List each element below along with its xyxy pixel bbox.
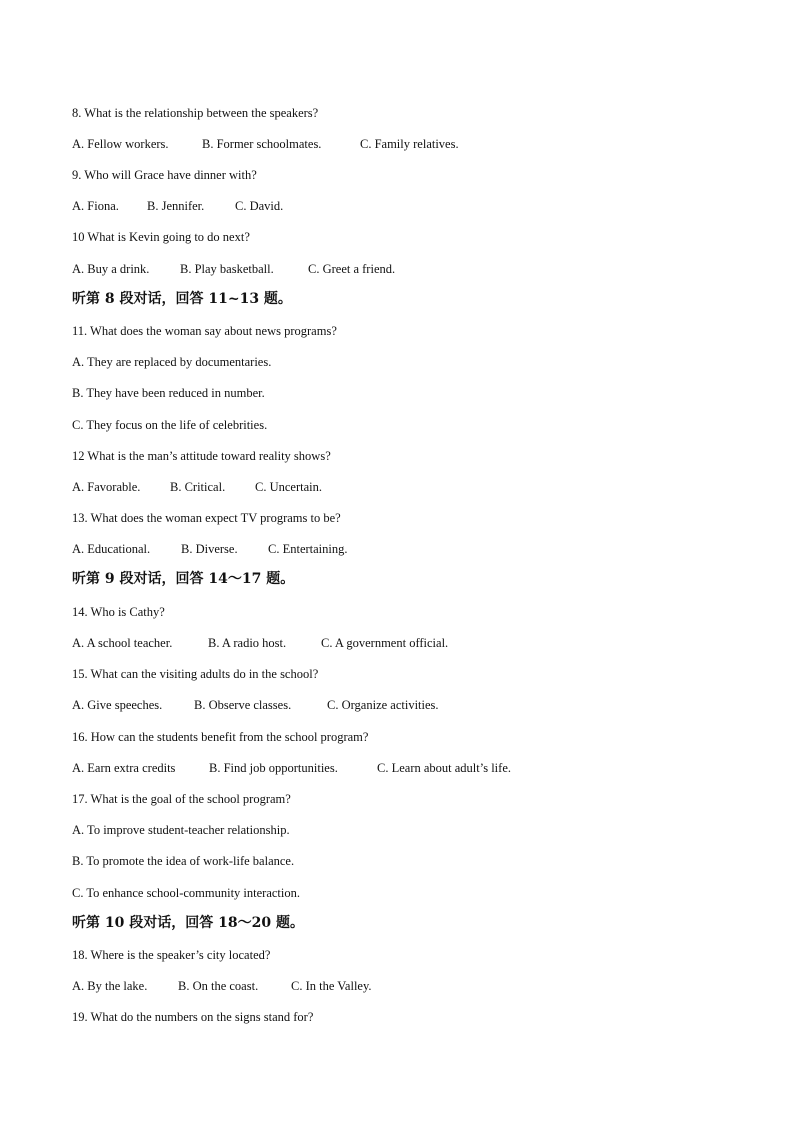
option-a: A. Educational. bbox=[72, 542, 151, 556]
option-17-b: B. To promote the idea of work-life balance. bbox=[72, 854, 295, 868]
option-c: C. David. bbox=[235, 199, 284, 213]
option-a: A. Fellow workers. bbox=[72, 137, 169, 151]
option-a: A. Earn extra credits bbox=[72, 761, 176, 775]
question-13: 13. What does the woman expect TV programs to be? bbox=[72, 511, 341, 525]
options-16 bbox=[72, 760, 511, 776]
question-19: 19. What do the numbers on the signs stand for? bbox=[72, 1010, 314, 1024]
option-c: C. Organize activities. bbox=[327, 698, 439, 712]
option-c: C. Entertaining. bbox=[268, 542, 348, 556]
option-b: B. Play basketball. bbox=[180, 262, 274, 276]
question-8: 8. What is the relationship between the speakers? bbox=[72, 106, 319, 120]
option-b: B. Jennifer. bbox=[147, 199, 205, 213]
options-14 bbox=[72, 635, 448, 651]
question-14: 14. Who is Cathy? bbox=[72, 605, 165, 619]
option-a: A. By the lake. bbox=[72, 979, 148, 993]
option-a: A. Buy a drink. bbox=[72, 262, 150, 276]
option-c: C. Uncertain. bbox=[255, 480, 322, 494]
question-15: 15. What can the visiting adults do in the school? bbox=[72, 667, 319, 681]
option-b: B. Find job opportunities. bbox=[209, 761, 338, 775]
options-8 bbox=[72, 136, 459, 152]
options-9 bbox=[72, 198, 283, 214]
options-18 bbox=[72, 978, 372, 994]
section-heading-9: 听第 9 段对话，回答 14～17 题。 bbox=[72, 571, 295, 587]
option-11-b: B. They have been reduced in number. bbox=[72, 386, 265, 400]
option-c: C. A government official. bbox=[321, 636, 449, 650]
question-16: 16. How can the students benefit from the school program? bbox=[72, 730, 369, 744]
options-12 bbox=[72, 479, 322, 495]
options-10 bbox=[72, 261, 395, 277]
option-11-a: A. They are replaced by documentaries. bbox=[72, 355, 272, 369]
option-17-c: C. To enhance school-community interaction. bbox=[72, 886, 301, 900]
option-b: B. Critical. bbox=[170, 480, 226, 494]
option-b: B. Diverse. bbox=[181, 542, 238, 556]
section-heading-8: 听第 8 段对话，回答 11~13 题。 bbox=[72, 291, 292, 307]
option-c: C. Greet a friend. bbox=[308, 262, 396, 276]
option-c: C. In the Valley. bbox=[291, 979, 372, 993]
option-b: B. On the coast. bbox=[178, 979, 259, 993]
option-a: A. Favorable. bbox=[72, 480, 141, 494]
question-12: 12 What is the man’s attitude toward reality shows? bbox=[72, 449, 331, 463]
option-c: C. Learn about adult’s life. bbox=[377, 761, 511, 775]
option-b: B. A radio host. bbox=[208, 636, 287, 650]
option-17-a: A. To improve student-teacher relationship. bbox=[72, 823, 290, 837]
options-13 bbox=[72, 541, 348, 557]
option-a: A. Fiona. bbox=[72, 199, 119, 213]
option-11-c: C. They focus on the life of celebrities. bbox=[72, 418, 268, 432]
question-17: 17. What is the goal of the school program? bbox=[72, 792, 291, 806]
options-15 bbox=[72, 697, 439, 713]
question-9: 9. Who will Grace have dinner with? bbox=[72, 168, 257, 182]
question-10: 10 What is Kevin going to do next? bbox=[72, 230, 250, 244]
option-b: B. Former schoolmates. bbox=[202, 137, 322, 151]
option-a: A. A school teacher. bbox=[72, 636, 173, 650]
section-heading-10: 听第 10 段对话，回答 18～20 题。 bbox=[72, 915, 304, 931]
question-11: 11. What does the woman say about news programs? bbox=[72, 324, 337, 338]
option-c: C. Family relatives. bbox=[360, 137, 459, 151]
question-18: 18. Where is the speaker’s city located? bbox=[72, 948, 271, 962]
option-b: B. Observe classes. bbox=[194, 698, 292, 712]
option-a: A. Give speeches. bbox=[72, 698, 163, 712]
